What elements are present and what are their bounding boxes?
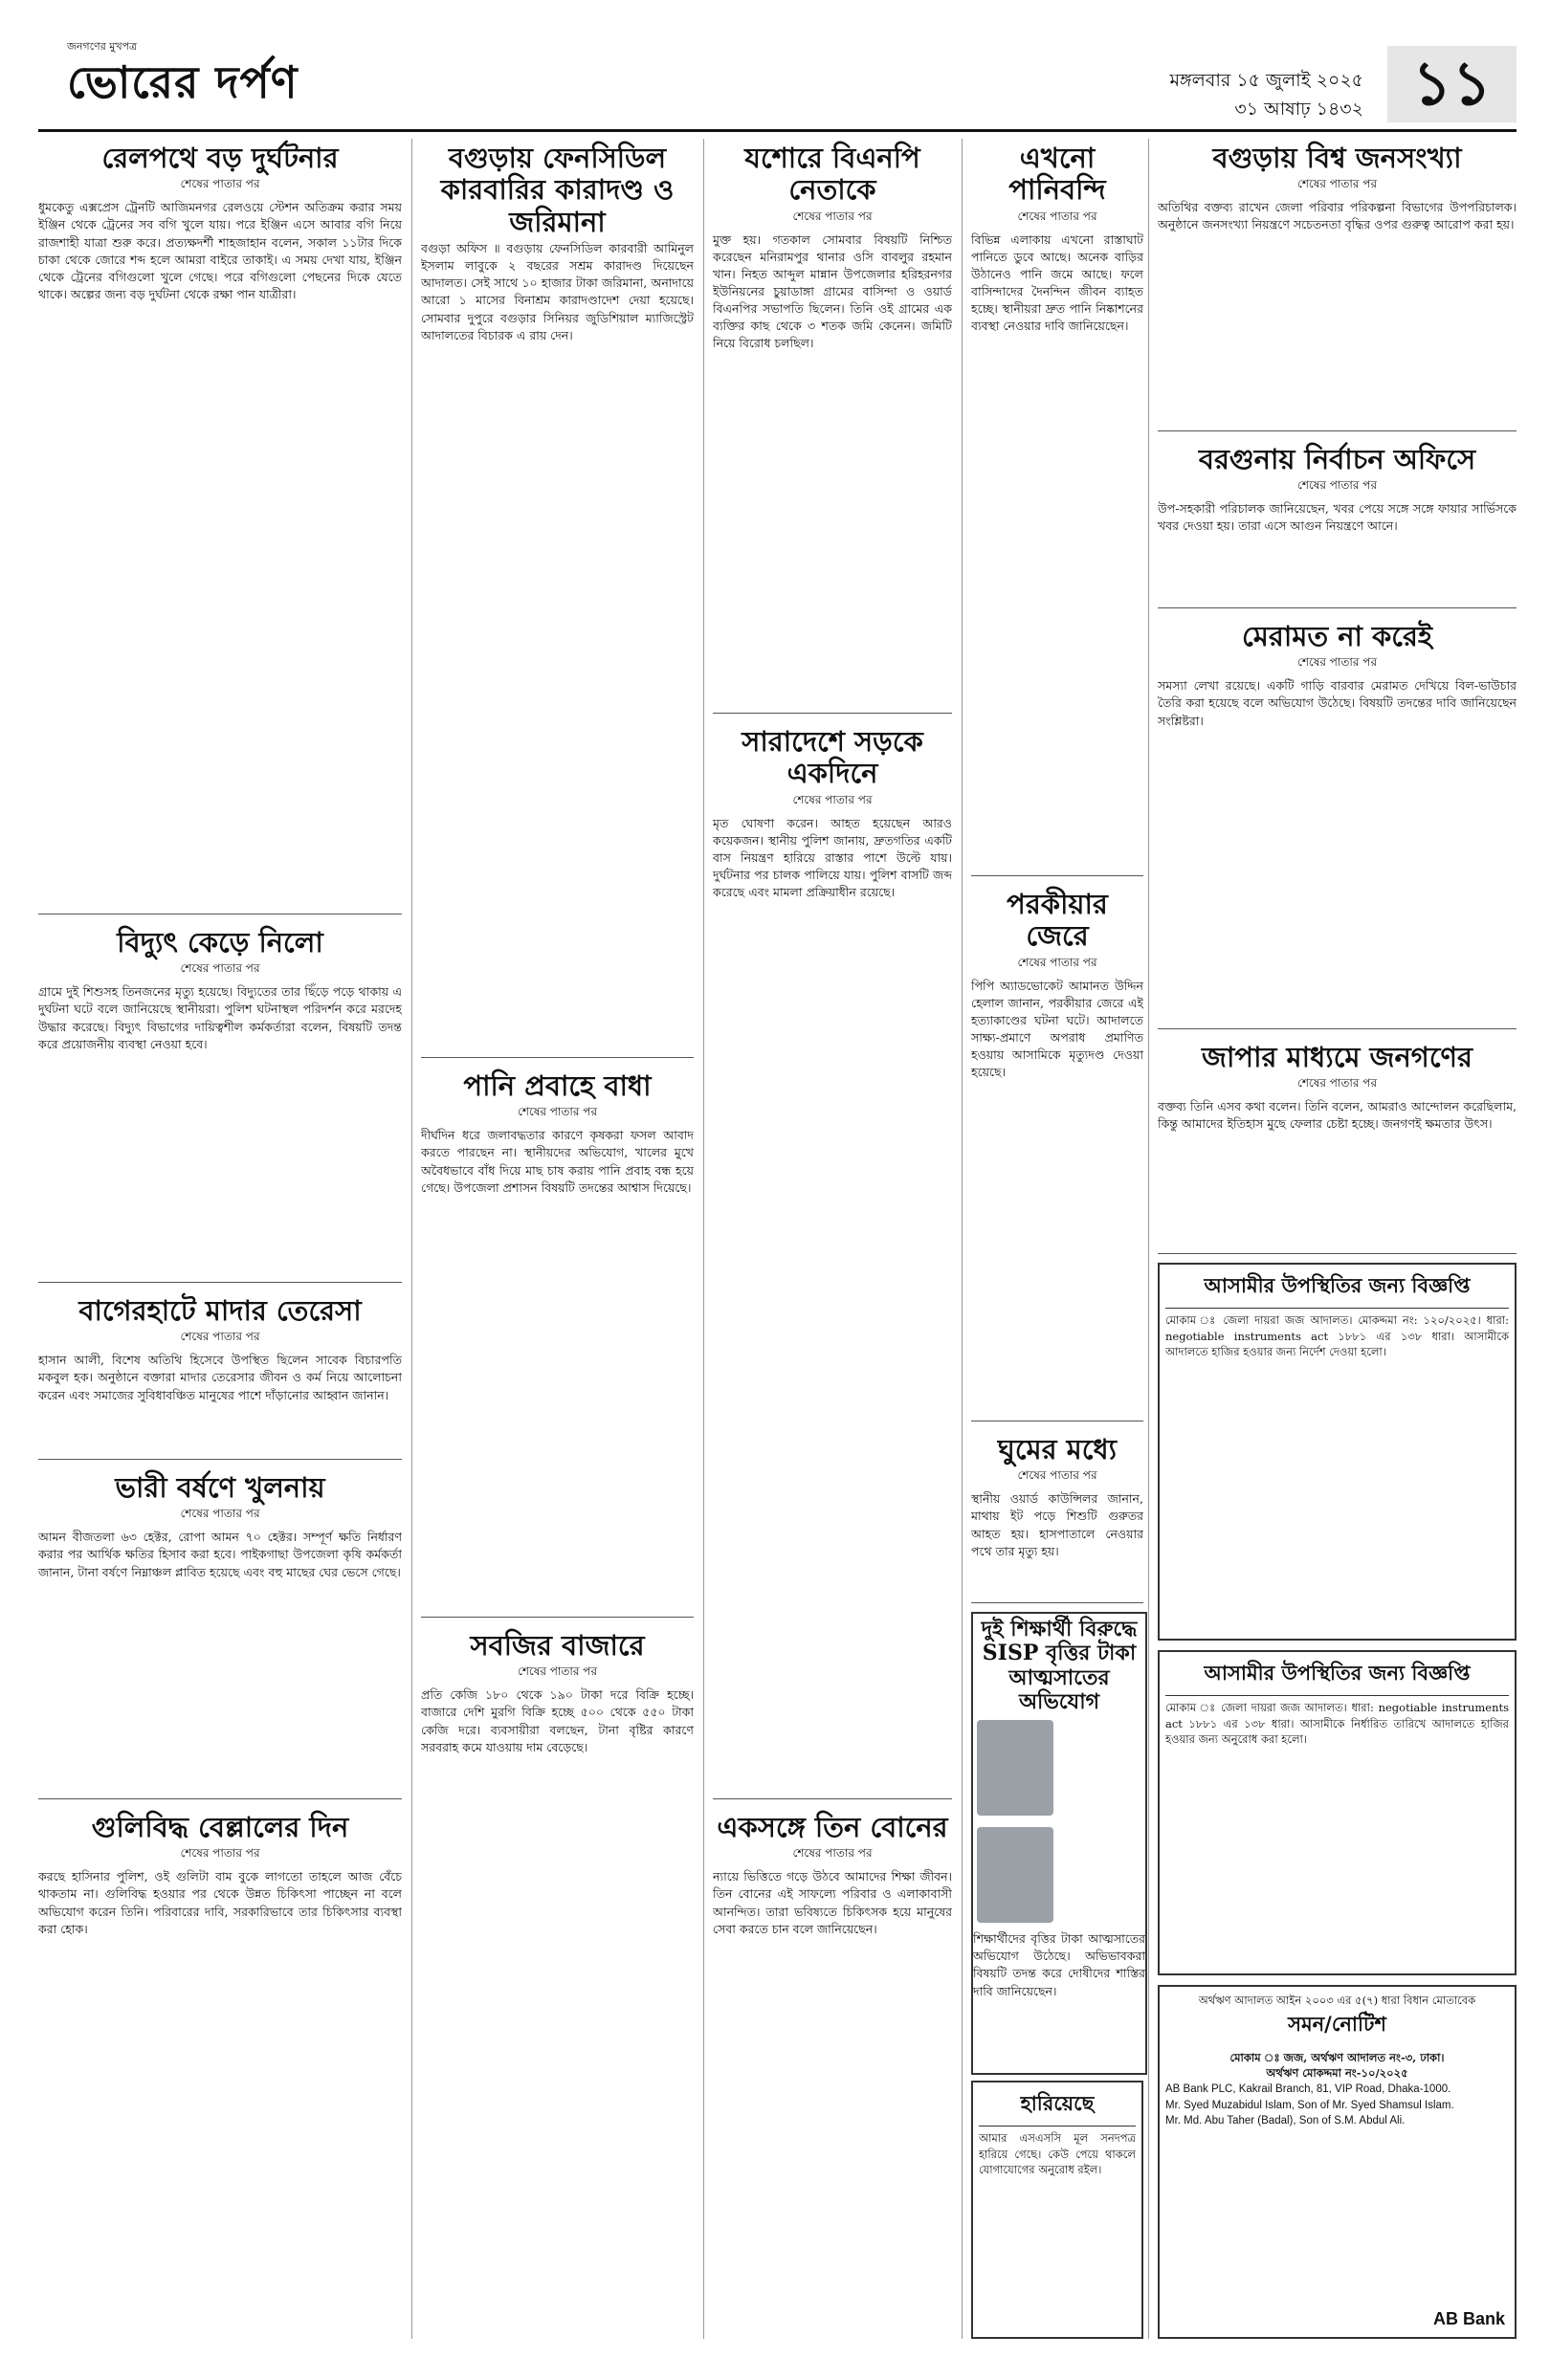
bank-summons [1158,1985,1517,2339]
article-body: ধুমকেতু এক্সপ্রেস ট্রেনটি আজিমনগর রেলওয়ে স্টেশন অতিক্রম করার সময় ইঞ্জিন থেকে ট্রেনের সব বগি খুলে যায়। পরে ইঞ্জিন এসে আবার বগি নিয়ে রাজশাহী যাত্রা শুরু করে। প্রত্যক্ষদর্শী শাহজাহান বলেন, সকাল ১১টার দিকে চাকা থেকে জোরে শব্দ হলে আমরা বাইরে তাকাই। এ সময় দেখা যায়, ইঞ্জিন থেকে ট্রেনের বগিগুলো খুলে গেছে। পরে বগিগুলো পেছনের দিকে যেতে থাকে। অল্পের জন্য বড় দুর্ঘটনা থেকে রক্ষা পান যাত্রীরা। [38,200,402,301]
kicker: শেষের পাতার পর [1296,1076,1378,1091]
article-body: বিভিন্ন এলাকায় এখনো রাস্তাঘাট পানিতে ডুবে আছে। অনেক বাড়ির উঠানেও পানি জমে আছে। ফলে বাসিন্দাদের দৈনন্দিন জীবন ব্যাহত হচ্ছে। স্থানীয়রা দ্রুত পানি নিষ্কাশনের ব্যবস্থা নেওয়ার দাবি জানিয়েছেন। [971,231,1143,334]
article-election-office [1158,440,1517,608]
headline: রেলপথে বড় দুর্ঘটনার [101,142,339,174]
article-body: আমন বীজতলা ৬৩ হেক্টর, রোপা আমন ৭০ হেক্টর। সম্পূর্ণ ক্ষতি নির্ধারণ করার পর আর্থিক ক্ষতির হিসাব করা হবে। পাইকগাছা উপজেলা কৃষি কর্মকর্তা জানান, টানা বর্ষণে নিম্নাঞ্চল প্লাবিত হয়েছে এবং বহু মাছের ঘের ভেসে গেছে। [38,1530,402,1579]
bank-notice-defendant: Mr. Md. Abu Taher (Badal), Son of S.M. Abdul Ali. [1165,2115,1406,2127]
article-body: গ্রামে দুই শিশুসহ তিনজনের মৃত্যু হয়েছে। বিদ্যুতের তার ছিঁড়ে পড়ে থাকায় এ দুর্ঘটনা ঘটে বলে জানিয়েছে স্থানীয়রা। পুলিশ ঘটনাস্থল পরিদর্শন করে মরদেহ উদ্ধার করেছে। বিদ্যুৎ বিভাগের দায়িত্বশীল কর্মকর্তারা বলেন, বিষয়টি তদন্ত করে প্রয়োজনীয় ব্যবস্থা নেওয়া হবে। [38,984,402,1051]
masthead [38,38,1517,132]
page-number: ১১ [1387,46,1517,122]
article-heavy-rain [38,1468,402,1799]
article-body: অতিথির বক্তব্য রাখেন জেলা পরিবার পরিকল্পনা বিভাগের উপপরিচালক। অনুষ্ঠানে জনসংখ্যা নিয়ন্ত্রণে সচেতনতা বৃদ্ধির ওপর গুরুত্ব আরোপ করা হয়। [1158,200,1517,232]
headline: ঘুমের মধ্যে [997,1433,1118,1465]
headline: বরগুনায় নির্বাচন অফিসে [1198,443,1476,475]
column-divider [962,139,963,2339]
column-divider [703,139,704,2339]
kicker: শেষের পাতার পর [792,1846,873,1861]
headline: বগুড়ায় বিশ্ব জনসংখ্যা [1212,142,1462,174]
court-notice-2 [1158,1650,1517,1975]
article-electricity [38,923,402,1283]
article-bnp-leader [713,139,952,714]
court-notice-1 [1158,1263,1517,1641]
article-body: সমস্যা লেখা রয়েছে। একটি গাড়ি বারবার মেরামত দেখিয়ে বিল-ভাউচার তৈরি করা হয়েছে বলে অভিযোগ উঠেছে। বিষয়টি তদন্তের দাবি জানিয়েছেন সংশ্লিষ্টরা। [1158,678,1517,728]
article-extramarital [971,885,1143,1421]
kicker: শেষের পাতার পর [517,1664,598,1679]
article-body: প্রতি কেজি ১৮০ থেকে ১৯০ টাকা দরে বিক্রি হচ্ছে। বাজারে দেশি মুরগি বিক্রি হচ্ছে ৫০০ থেকে ৫৫০ টাকা কেজি দরে। ব্যবসায়ীরা বলছেন, টানা বৃষ্টির কারণে সরবরাহ কমে যাওয়ায় দাম বেড়েছে। [421,1687,694,1754]
article-japa [1158,1038,1517,1254]
headline: পানি প্রবাহে বাধা [463,1069,652,1102]
notice-body: মোকাম ঃ জেলা দায়রা জজ আদালত। ধারা: negotiable instruments act ১৮৮১ এর ১৩৮ ধারা। আসামীকে নির্ধারিত তারিখে আদালতে হাজির হওয়ার জন্য অনুরোধ করা হলো। [1165,1701,1509,1747]
article-body: করছে হাসিনার পুলিশ, ওই গুলিটা বাম বুকে লাগতো তাহলে আজ বেঁচে থাকতাম না। গুলিবিদ্ধ হওয়ার পর থেকে উন্নত চিকিৎসা পাচ্ছেন না বলে অভিযোগ করেন তিনি। পরিবারের দাবি, সরকারিভাবে তার চিকিৎসার ব্যবস্থা করা হোক। [38,1869,402,1936]
article-bellal [38,1808,402,2339]
bank-notice-plaintiff: AB Bank PLC, Kakrail Branch, 81, VIP Road, Dhaka-1000. [1165,2083,1451,2096]
kicker: শেষের পাতার পর [1296,177,1378,191]
article-mother-teresa [38,1291,402,1460]
headline: একসঙ্গে তিন বোনের [717,1811,948,1843]
headline: গুলিবিদ্ধ বেল্লালের দিন [91,1811,349,1843]
article-body: ন্যায়ে ভিত্তিতে গড়ে উঠবে আমাদের শিক্ষা জীবন। তিন বোনের এই সাফল্যে পরিবার ও এলাকাবাসী আনন্দিত। তারা ভবিষ্যতে চিকিৎসক হয়ে মানুষের সেবা করতে চান বলে জানিয়েছেন। [713,1869,952,1936]
notice-title: আসামীর উপস্থিতির জন্য বিজ্ঞপ্তি [1165,1658,1509,1696]
lost-notice [971,2081,1143,2339]
article-three-sisters [713,1808,952,2339]
headline: বিদ্যুৎ কেড়ে নিলো [117,926,323,959]
kicker: শেষের পাতার পর [1017,955,1097,969]
headline: ভারী বর্ষণে খুলনায় [115,1471,325,1504]
article-body: দীর্ঘদিন ধরে জলাবদ্ধতার কারণে কৃষকরা ফসল আবাদ করতে পারছেন না। স্থানীয়দের অভিযোগ, খালের মুখে অবৈধভাবে বাঁধ দিয়ে মাছ চাষ করায় পানি প্রবাহ বন্ধ হয়ে গেছে। উপজেলা প্রশাসন বিষয়টি তদন্তের আশ্বাস দিয়েছে। [421,1128,694,1195]
article-sisp [971,1612,1147,2075]
article-body: বক্তব্য তিনি এসব কথা বলেন। তিনি বলেন, আমরাও আন্দোলন করেছিলাম, কিন্তু আমাদের ইতিহাস মুছে ফেলার চেষ্টা হচ্ছে। জনগণই ক্ষমতার উৎস। [1158,1099,1517,1132]
article-body: উপ-সহকারী পরিচালক জানিয়েছেন, খবর পেয়ে সঙ্গে সঙ্গে ফায়ার সার্ভিসকে খবর দেওয়া হয়। তারা এসে আগুন নিয়ন্ত্রণে আনে। [1158,501,1517,534]
kicker: শেষের পাতার পর [180,177,260,191]
article-water-flow [421,1067,694,1618]
headline: যশোরে বিএনপি নেতাকে [744,142,920,207]
kicker: শেষের পাতার পর [1296,655,1378,670]
headline: মেরামত না করেই [1242,620,1432,652]
headline: বাগেরহাটে মাদার তেরেসা [78,1294,362,1327]
article-body: পিপি অ্যাডভোকেট আমানত উদ্দিন হেলাল জানান, পরকীয়ার জেরে এই হত্যাকাণ্ডের ঘটনা ঘটে। আদালতে সাক্ষ্য-প্রমাণে অপরাধ প্রমাণিত হওয়ায় আসামিকে মৃত্যুদণ্ড দেওয়া হয়েছে। [971,978,1143,1080]
bank-notice-defendant: Mr. Syed Muzabidul Islam, Son of Mr. Syed Shamsul Islam. [1165,2099,1454,2111]
ab-bank-logo: AB Bank [1432,2309,1505,2328]
bank-notice-court: মোকাম ঃ জজ, অর্থঋণ আদালত নং-৩, ঢাকা। [1229,2050,1445,2064]
column-divider [411,139,412,2339]
headline: সারাদেশে সড়কে একদিনে [742,725,923,790]
kicker: শেষের পাতার পর [180,1330,260,1344]
lost-notice-body: আমার এসএসসি মূল সনদপত্র হারিয়ে গেছে। কেউ পেয়ে থাকলে যোগাযোগের অনুরোধ রইল। [979,2131,1136,2177]
article-body: মৃত ঘোষণা করেন। আহত হয়েছেন আরও কয়েকজন। স্থানীয় পুলিশ জানায়, দ্রুতগতির একটি বাস নিয়ন্ত্রণ হারিয়ে রাস্তার পাশে উল্টে যায়। দুর্ঘটনার পর চালক পালিয়ে যায়। পুলিশ বাসটি জব্দ করেছে এবং মামলা প্রক্রিয়াধীন রয়েছে। [713,815,952,900]
article-vegetable-market [421,1626,694,2339]
article-sleep [971,1430,1143,1603]
kicker: শেষের পাতার পর [792,209,873,223]
headline: এখনো পানিবন্দি [1008,142,1106,207]
headline: পরকীয়ার জেরে [1007,888,1108,953]
masthead-tagline: জনগণের মুখপত্র [67,40,138,53]
bank-notice-header: অর্থঋণ আদালত আইন ২০০৩ এর ৫(৭) ধারা বিধান মোতাবেক [1198,1994,1476,2007]
column-divider [1148,139,1149,2339]
kicker: শেষের পাতার পর [180,1507,260,1521]
article-body: বগুড়া অফিস ॥ বগুড়ায় ফেনসিডিল কারবারী আমিনুল ইসলাম লাবুকে ২ বছরের সশ্রম কারাদণ্ড দিয়েছেন আদালত। সেই সাথে ১০ হাজার টাকা জরিমানা, অনাদায়ে আরো ১ মাসের বিনাশ্রম কারাদণ্ডাদেশ দেয়া হয়েছে। সোমবার দুপুরে বগুড়ার সিনিয়র জুডিশিয়াল ম্যাজিস্ট্রেট আদালতের বিচারক এ রায় দেন। [421,241,694,342]
date-bengali: ৩১ আষাঢ় ১৪৩২ [1234,99,1363,120]
student-photo [977,1720,1053,1816]
kicker: শেষের পাতার পর [792,792,873,806]
kicker: শেষের পাতার পর [1296,478,1378,493]
article-waterlogged [971,139,1143,876]
article-body: হাসান আলী, বিশেষ অতিথি হিসেবে উপস্থিত ছিলেন সাবেক বিচারপতি মকবুল হক। অনুষ্ঠানে বক্তারা মাদার তেরেসার জীবন ও কর্ম নিয়ে আলোচনা করেন এবং সমাজের সুবিধাবঞ্চিত মানুষের পাশে দাঁড়ানোর আহ্বান জানান। [38,1353,402,1402]
article-repair [1158,617,1517,1029]
article-rail-accident [38,139,402,915]
bank-notice-case: অর্থঋণ মোকদ্দমা নং-১০/২০২৫ [1266,2066,1408,2081]
headline: দুই শিক্ষার্থী বিরুদ্ধে SISP বৃত্তির টাকা আত্মসাতের অভিযোগ [981,1617,1138,1714]
kicker: শেষের পাতার পর [517,1105,598,1119]
article-phensedyl [421,139,694,1058]
notice-title: আসামীর উপস্থিতির জন্য বিজ্ঞপ্তি [1165,1270,1509,1309]
bank-notice-title: সমন/নোটিশ [1288,2011,1386,2036]
kicker: শেষের পাতার পর [180,961,260,976]
kicker: শেষের পাতার পর [1017,209,1097,223]
notice-body: মোকাম ঃ জেলা দায়রা জজ আদালত। মোকদ্দমা নং: ১২০/২০২৫। ধারা: negotiable instruments act ১৮৮১ এর ১৩৮ ধারা। আসামীকে আদালতে হাজির হওয়ার জন্য নির্দেশ দেওয়া হলো। [1165,1313,1509,1359]
date-gregorian: মঙ্গলবার ১৫ জুলাই ২০২৫ [1169,70,1363,91]
article-body: স্থানীয় ওয়ার্ড কাউন্সিলর জানান, মাথায় ইট পড়ে শিশুটি গুরুতর আহত হয়। হাসপাতালে নেওয়ার পথে তার মৃত্যু হয়। [971,1491,1143,1558]
newspaper-logo: ভোরের দর্পণ [67,56,299,108]
article-road-accidents [713,722,952,1799]
headline: সবজির বাজারে [470,1629,645,1662]
headline: বগুড়ায় ফেনসিডিল কারবারির কারাদণ্ড ও জরিমানা [440,142,675,238]
kicker: শেষের পাতার পর [180,1846,260,1861]
kicker: শেষের পাতার পর [1017,1468,1097,1483]
student-photo [977,1827,1053,1923]
article-population [1158,139,1517,431]
article-body: শিক্ষার্থীদের বৃত্তির টাকা আত্মসাতের অভিযোগ উঠেছে। অভিভাবকরা বিষয়টি তদন্ত করে দোষীদের শাস্তির দাবি জানিয়েছেন। [973,1931,1145,1998]
lost-notice-title: হারিয়েছে [979,2088,1136,2127]
article-body: মুক্ত হয়। গতকাল সোমবার বিষয়টি নিশ্চিত করেছেন মনিরামপুর থানার ওসি বাবলুর রহমান খান। নিহত আব্দুল মান্নান উপজেলার হরিহরনগর ইউনিয়নের চুয়াডাঙ্গা গ্রামের বাসিন্দা ও ওয়ার্ড বিএনপির সভাপতি ছিলেন। তিনি ওই গ্রামের এক ব্যক্তির কাছ থেকে ৩ শতক জমি কেনেন। জমিটি নিয়ে বিরোধ চলছিল। [713,231,952,351]
headline: জাপার মাধ্যমে জনগণের [1202,1041,1472,1073]
